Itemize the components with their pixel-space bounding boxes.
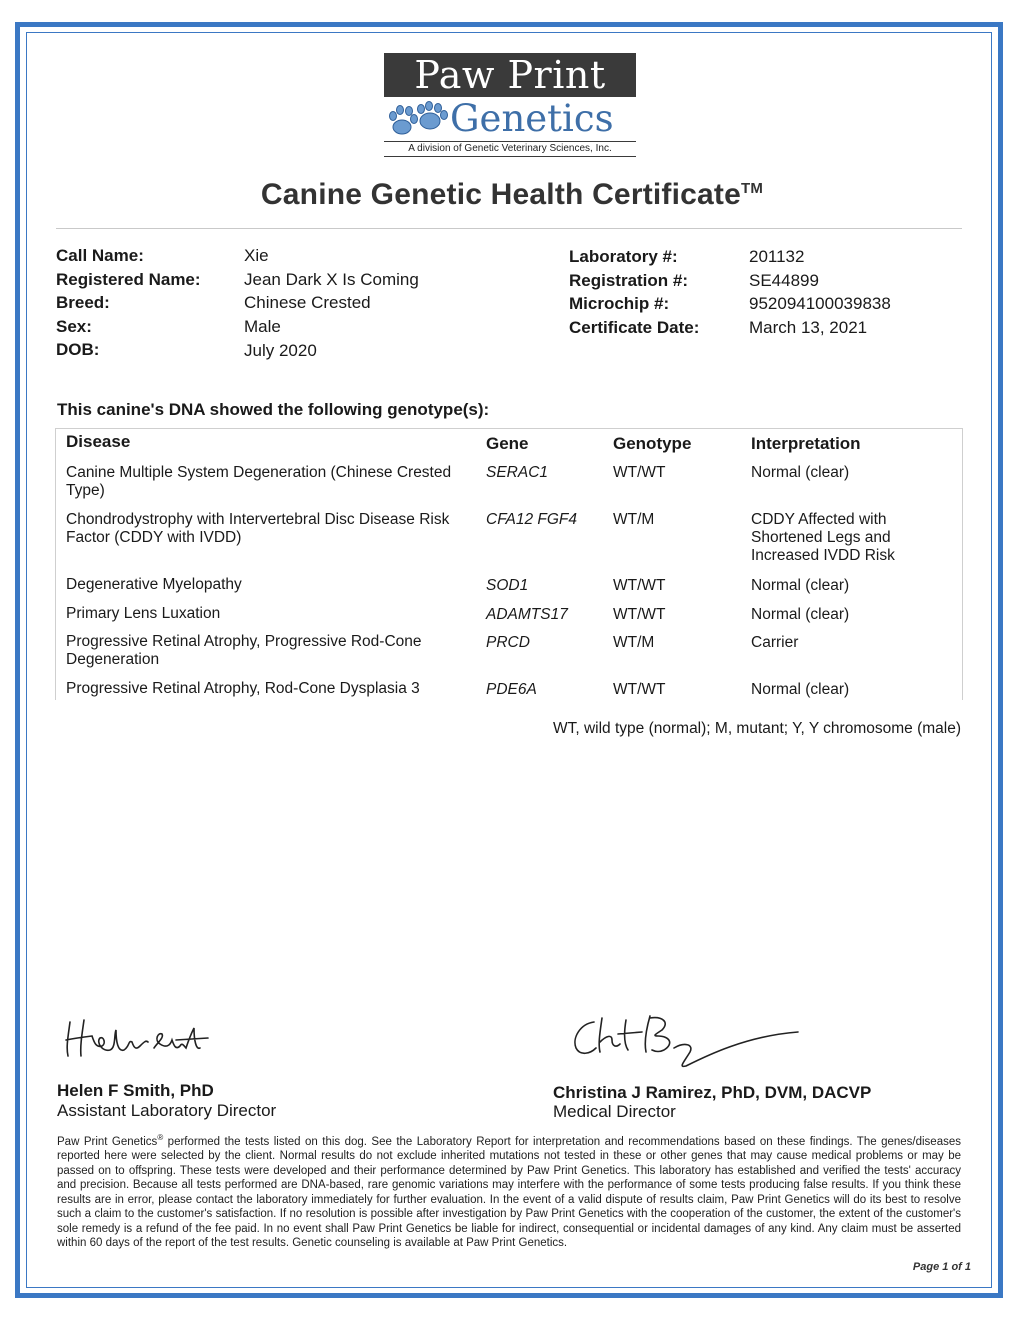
logo-subtitle: A division of Genetic Veterinary Sciences, Inc. — [384, 141, 636, 157]
registered-mark: ® — [157, 1133, 164, 1142]
table-row-5-interpretation: Carrier — [751, 634, 799, 651]
registration-value: SE44899 — [749, 270, 819, 290]
paw-print-icon — [388, 101, 450, 137]
dob-label: DOB: — [56, 340, 100, 359]
header-gene: Gene — [486, 434, 529, 453]
left-signer-name: Helen F Smith, PhD — [57, 1081, 214, 1100]
table-row-6-disease: Progressive Retinal Atrophy, Rod-Cone Dysplasia 3 — [66, 680, 420, 697]
logo-middle — [384, 97, 636, 141]
dog-info-labels — [56, 244, 201, 362]
table-row-5-disease: Progressive Retinal Atrophy, Progressive Rod-Cone Degeneration — [66, 633, 422, 668]
certificate-title: Canine Genetic Health Certificate™ — [260, 178, 764, 211]
right-signer-name: Christina J Ramirez, PhD, DVM, DACVP — [553, 1083, 872, 1102]
table-row-6-gene: PDE6A — [486, 681, 537, 698]
lab-info-values — [749, 245, 891, 339]
table-row-2-gene: CFA12 FGF4 — [486, 511, 578, 528]
table-row-3-gene: SOD1 — [486, 577, 529, 594]
table-row-4-gene: ADAMTS17 — [486, 606, 568, 623]
call-name-value: Xie — [244, 246, 269, 265]
disclaimer-brand: Paw Print Genetics — [57, 1135, 158, 1148]
legal-disclaimer — [57, 1131, 961, 1251]
table-row-6-genotype: WT/WT — [613, 681, 666, 698]
sex-label: Sex: — [56, 316, 92, 336]
dog-info-values — [244, 244, 419, 363]
registered-name-value: Jean Dark X Is Coming — [244, 269, 419, 289]
call-name-label: Call Name: — [56, 246, 144, 265]
header-interpretation: Interpretation — [751, 434, 861, 453]
registered-name-label: Registered Name: — [56, 269, 201, 289]
laboratory-value: 201132 — [749, 247, 805, 266]
table-row-3-interpretation: Normal (clear) — [751, 577, 850, 594]
christina-ramirez-signature — [566, 1006, 806, 1076]
genotype-legend: WT, wild type (normal); M, mutant; Y, Y chromosome (male) — [552, 720, 961, 737]
paw-print-genetics-logo — [384, 53, 636, 157]
table-row-2-genotype: WT/M — [613, 511, 655, 528]
table-row-2-disease: Chondrodystrophy with Intervertebral Disc Disease Risk Factor (CDDY with IVDD) — [66, 511, 450, 546]
header-disease: Disease — [66, 432, 131, 451]
logo-line1: Paw Print — [384, 53, 636, 97]
microchip-label: Microchip #: — [569, 294, 670, 313]
table-row-5-gene: PRCD — [486, 634, 530, 651]
lab-info-labels — [569, 245, 699, 339]
table-row-5-genotype: WT/M — [613, 634, 655, 651]
logo-line2: Genetics — [450, 97, 614, 140]
registration-label: Registration #: — [569, 270, 689, 290]
trademark-mark: TM — [741, 180, 764, 197]
header-genotype: Genotype — [613, 434, 692, 453]
title-divider — [56, 228, 962, 229]
table-row-1-interpretation: Normal (clear) — [751, 464, 850, 481]
table-row-3-genotype: WT/WT — [613, 577, 666, 594]
microchip-value: 952094100039838 — [749, 294, 891, 313]
results-heading: This canine's DNA showed the following genotype(s): — [57, 400, 490, 419]
table-row-1-disease: Canine Multiple System Degeneration (Chinese Crested Type) — [66, 464, 452, 499]
table-row-3-disease: Degenerative Myelopathy — [66, 576, 242, 593]
table-row-2-interpretation: CDDY Affected with Shortened Legs and Increased IVDD Risk — [751, 511, 895, 564]
sex-value: Male — [244, 316, 281, 336]
right-signer-title: Medical Director — [553, 1102, 676, 1121]
disclaimer-text: performed the tests listed on this dog. See the Laboratory Report for interpretation and recommendations based on these findings. The genes/diseases reported here were selected by the client. Normal results do not exclude inherited mutations not tested in these or other genes that may cause medical problems or may be passed on to offspring. These tests were developed and their performance determined by Paw Print Genetics. This laboratory has established and verified the tests' accuracy and precision. Because all tests performed are DNA-based, rare genomic variations may interfere with the performance of some tests producing false results. If you think these results are in error, please contact the laboratory immediately for further evaluation. In the event of a valid dispute of results claim, Paw Print Genetics will do its best to resolve such a claim to the customer's satisfaction. If no resolution is possible after investigation by Paw Print Genetics with the cooperation of the customer, the extent of the customer's sole remedy is a refund of the fee paid. In no event shall Paw Print Genetics be liable for indirect, consequential or incidental damages of any kind. Any claim must be asserted within 60 days of the report of the test results. Genetic counseling is available at Paw Print Genetics. — [57, 1135, 961, 1250]
certificate-date-value: March 13, 2021 — [749, 317, 868, 337]
table-row-6-interpretation: Normal (clear) — [751, 681, 850, 698]
left-signer-title: Assistant Laboratory Director — [57, 1101, 277, 1120]
table-row-1-genotype: WT/WT — [613, 464, 666, 481]
breed-value: Chinese Crested — [244, 293, 371, 312]
breed-label: Breed: — [56, 293, 110, 312]
page-number: Page 1 of 1 — [912, 1261, 971, 1273]
helen-smith-signature — [58, 1012, 218, 1062]
laboratory-label: Laboratory #: — [569, 247, 678, 266]
table-row-4-disease: Primary Lens Luxation — [66, 605, 221, 622]
table-row-4-interpretation: Normal (clear) — [751, 606, 850, 623]
certificate-date-label: Certificate Date: — [569, 317, 700, 337]
table-row-1-gene: SERAC1 — [486, 464, 549, 481]
dob-value: July 2020 — [244, 341, 317, 360]
table-row-4-genotype: WT/WT — [613, 606, 666, 623]
